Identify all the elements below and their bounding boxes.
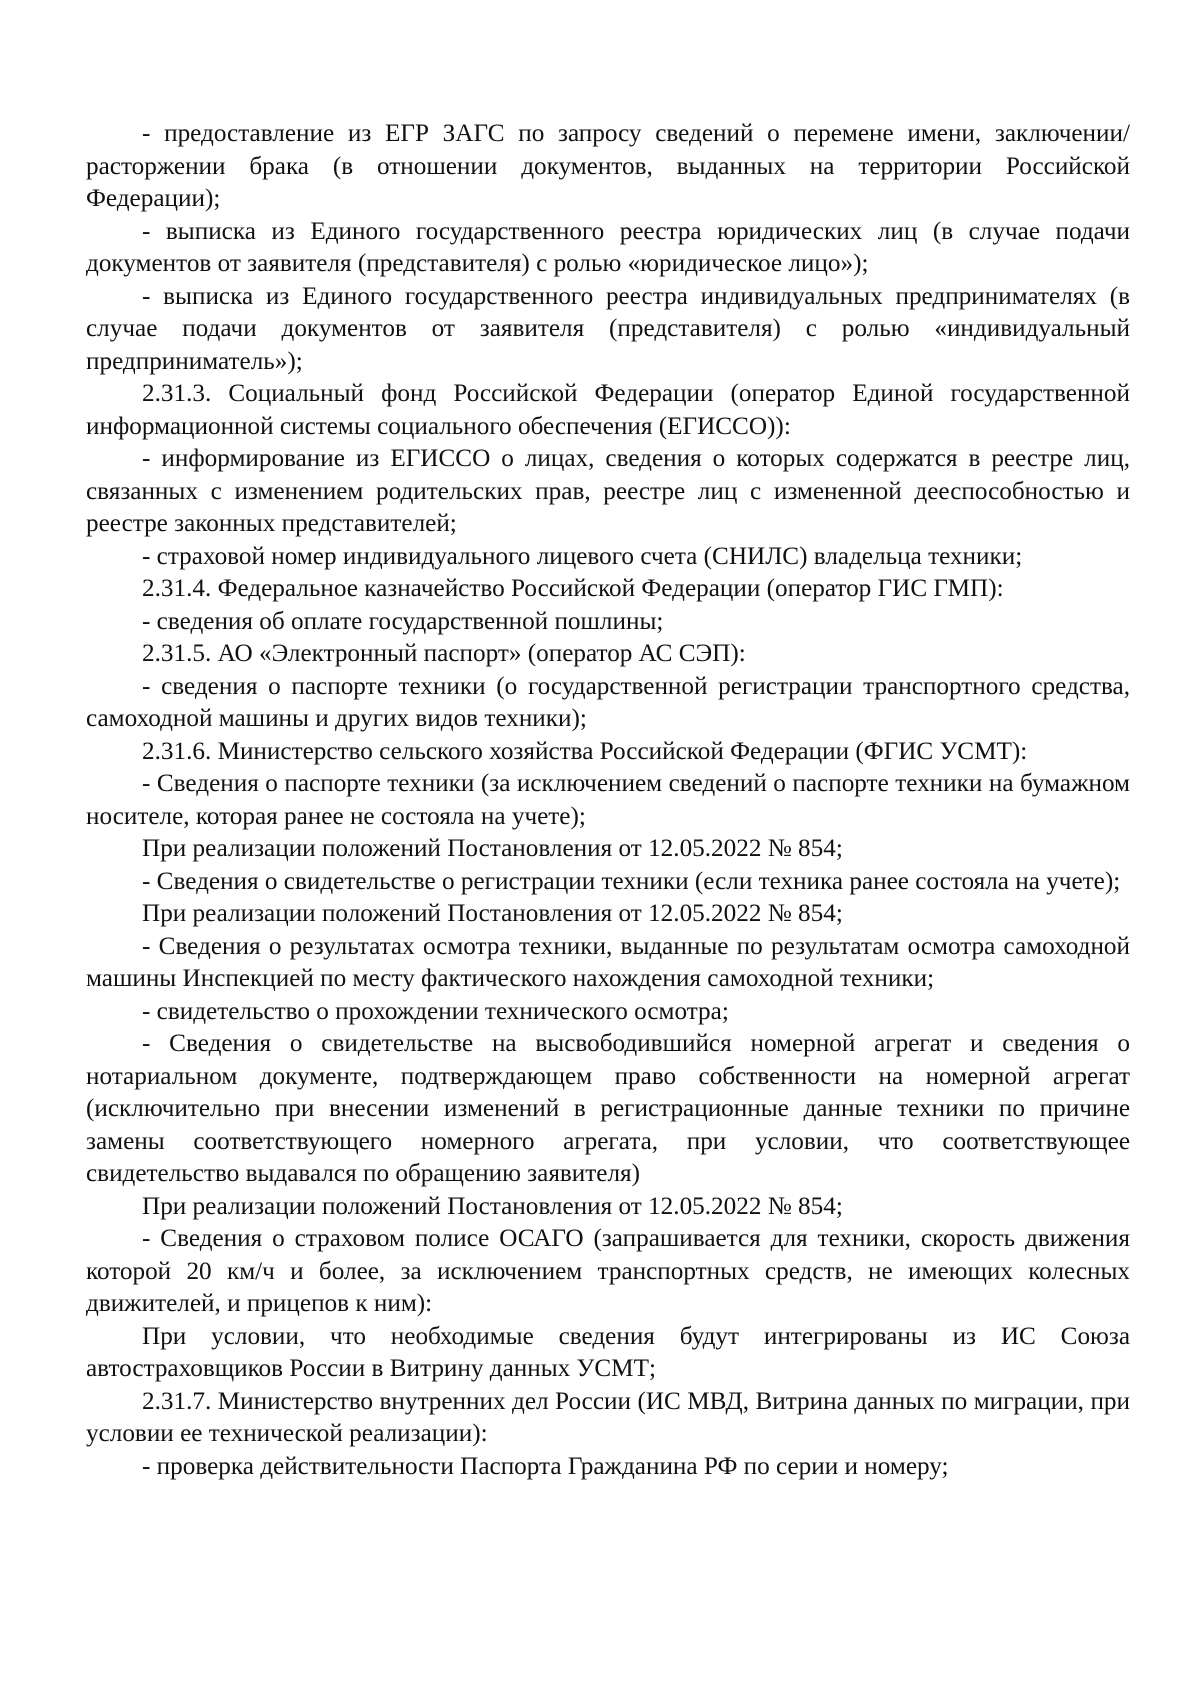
paragraph: 2.31.4. Федеральное казначейство Российской Федерации (оператор ГИС ГМП): (142, 575, 1004, 602)
paragraph: При реализации положений Постановления от 12.05.2022 № 854; (142, 900, 843, 927)
paragraph: При реализации положений Постановления от 12.05.2022 № 854; (142, 1192, 843, 1220)
paragraph: - выписка из Единого государственного реестра юридических лиц (в случае подачи документов от заявителя (представителя) с ролью «юридическое лицо»); (86, 217, 1130, 277)
document-body (86, 118, 1130, 1483)
paragraph: - Сведения о свидетельстве на высвободившийся номерной агрегат и сведения о нотариальном документе, подтверждающем право собственности на номерной агрегат (исключительно при внесении изменений в регистрационные данные техники по причине замены соответствующего номерного агрегата, при условии, что соответствующее свидетельство выдавался по обращению заявителя) (86, 1030, 1130, 1187)
paragraph: 2.31.6. Министерство сельского хозяйства Российской Федерации (ФГИС УСМТ): (142, 737, 1028, 765)
paragraph: - сведения об оплате государственной пошлины; (142, 607, 664, 635)
paragraph: - Сведения о страховом полисе ОСАГО (запрашивается для техники, скорость движения которой 20 км/ч и более, за исключением транспортных средств, не имеющих колесных движителей, и прицепов к ним): (86, 1225, 1130, 1317)
paragraph: При условии, что необходимые сведения будут интегрированы из ИС Союза автостраховщиков России в Витрину данных УСМТ; (86, 1322, 1130, 1382)
paragraph: - информирование из ЕГИССО о лицах, сведения о которых содержатся в реестре лиц, связанных с изменением родительских прав, реестре лиц с измененной дееспособностью и реестре законных представителей; (86, 445, 1130, 537)
paragraph: 2.31.3. Социальный фонд Российской Федерации (оператор Единой государственной информационной системы социального обеспечения (ЕГИССО)): (86, 380, 1130, 440)
paragraph: - Сведения о свидетельстве о регистрации техники (если техника ранее состояла на учете); (142, 867, 1121, 895)
paragraph: - сведения о паспорте техники (о государственной регистрации транспортного средства, самоходной машины и других видов техники); (86, 672, 1130, 732)
paragraph: - проверка действительности Паспорта Гражданина РФ по серии и номеру; (142, 1452, 949, 1480)
paragraph: - Сведения о паспорте техники (за исключением сведений о паспорте техники на бумажном носителе, которая ранее не состояла на учете); (86, 770, 1130, 830)
paragraph: - страховой номер индивидуального лицевого счета (СНИЛС) владельца техники; (142, 542, 1023, 570)
paragraph: - свидетельство о прохождении технического осмотра; (142, 997, 729, 1025)
paragraph: - предоставление из ЕГР ЗАГС по запросу сведений о перемене имени, заключении/расторжении брака (в отношении документов, выданных на территории Российской Федерации); (86, 120, 1130, 212)
paragraph: 2.31.5. АО «Электронный паспорт» (оператор АС СЭП): (142, 640, 746, 667)
paragraph: - выписка из Единого государственного реестра индивидуальных предпринимателях (в случае подачи документов от заявителя (представителя) с ролью «индивидуальный предприниматель»); (86, 282, 1130, 375)
paragraph: - Сведения о результатах осмотра техники, выданные по результатам осмотра самоходной машины Инспекцией по месту фактического нахождения самоходной техники; (86, 932, 1130, 992)
paragraph: 2.31.7. Министерство внутренних дел России (ИС МВД, Витрина данных по миграции, при условии ее технической реализации): (86, 1387, 1130, 1447)
paragraph: При реализации положений Постановления от 12.05.2022 № 854; (142, 835, 843, 862)
